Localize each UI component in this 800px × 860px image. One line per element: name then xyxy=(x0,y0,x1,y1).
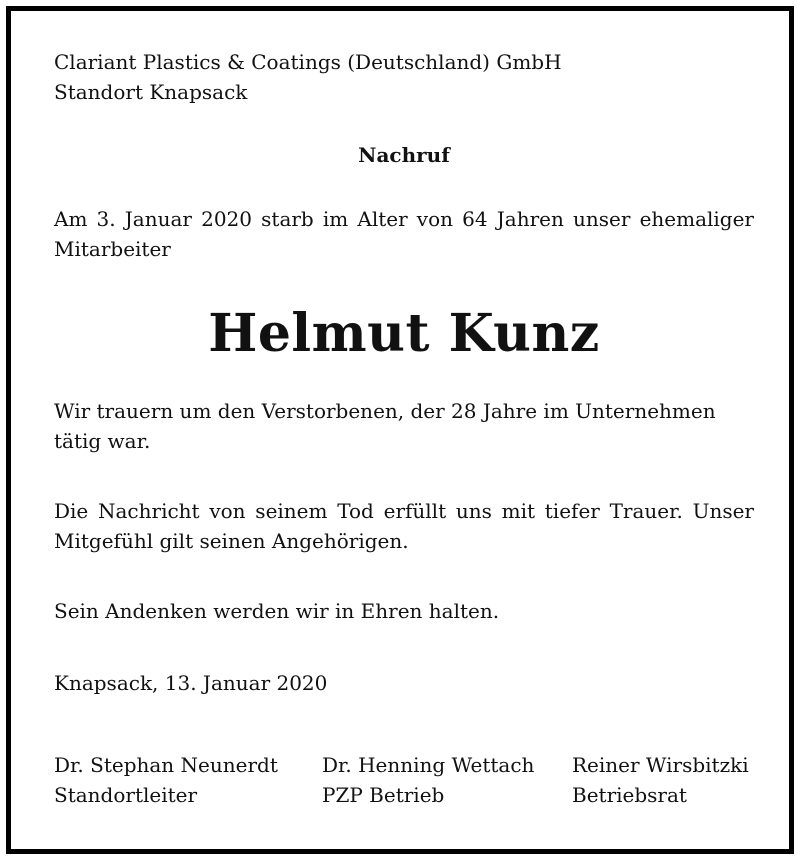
obituary-heading: Nachruf xyxy=(358,143,450,167)
signatory-2-role: PZP Betrieb xyxy=(322,783,445,807)
place-date: Knapsack, 13. Januar 2020 xyxy=(54,671,328,695)
signatory-3-name: Reiner Wirsbitzki xyxy=(572,753,749,777)
company-name: Clariant Plastics & Coatings (Deutschland) GmbH xyxy=(54,50,562,74)
intro-line-2: Mitarbeiter xyxy=(54,237,171,261)
intro-line-1: Am 3. Januar 2020 starb im Alter von 64 Jahren unser ehemaliger xyxy=(54,207,754,231)
company-site: Standort Knapsack xyxy=(54,80,248,104)
paragraph-2-line-2: Mitgefühl gilt seinen Angehörigen. xyxy=(54,529,409,553)
signatory-1-name: Dr. Stephan Neunerdt xyxy=(54,753,278,777)
paragraph-1-line-2: tätig war. xyxy=(54,429,151,453)
signatory-1-role: Standortleiter xyxy=(54,783,198,807)
paragraph-1-line-1: Wir trauern um den Verstorbenen, der 28 Jahre im Unternehmen xyxy=(54,399,716,423)
signatory-3-role: Betriebsrat xyxy=(572,783,687,807)
deceased-name: Helmut Kunz xyxy=(208,303,600,364)
signatory-2-name: Dr. Henning Wettach xyxy=(322,753,535,777)
paragraph-3: Sein Andenken werden wir in Ehren halten. xyxy=(54,599,500,623)
paragraph-2-line-1: Die Nachricht von seinem Tod erfüllt uns mit tiefer Trauer. Unser xyxy=(54,499,754,523)
